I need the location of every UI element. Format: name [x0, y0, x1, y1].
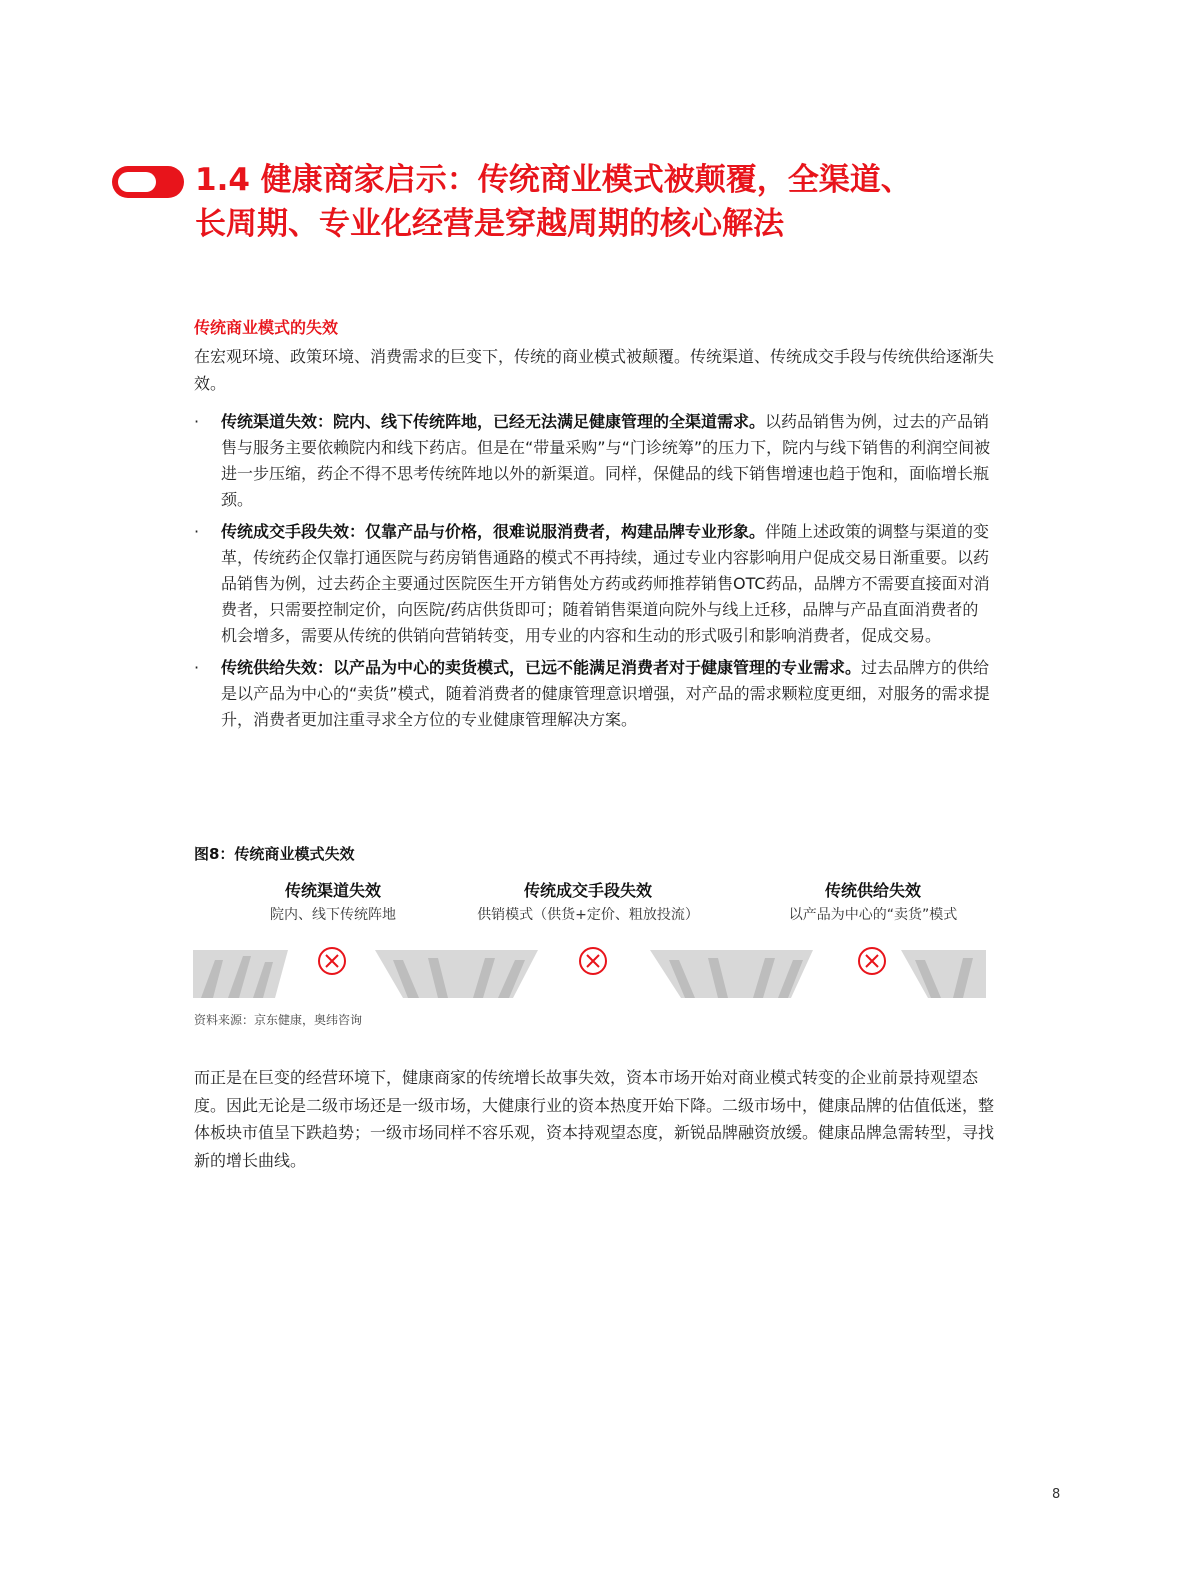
bullet-lead: 传统成交手段失效：仅靠产品与价格，很难说服消费者，构建品牌专业形象。: [221, 522, 766, 541]
page-number: 8: [1052, 1487, 1061, 1502]
figure-diagram: [193, 878, 986, 1003]
figure-column-subtitle: 以产品为中心的“卖货”模式: [788, 907, 958, 923]
bullet-list: [194, 409, 994, 739]
broken-cliff-icon: [193, 950, 288, 998]
section-title: [195, 158, 1095, 246]
bullet-marker: ·: [194, 658, 200, 677]
broken-cliff-icon: [375, 950, 538, 998]
broken-ground-illustration: [193, 946, 986, 998]
cross-circle-icon: [580, 948, 606, 974]
bullet-item: [194, 519, 994, 649]
cross-circle-icon: [319, 948, 345, 974]
figure-source: 资料来源：京东健康，奥纬咨询: [194, 1013, 363, 1027]
bullet-text: 以药品销售为例，过去的产品销售与服务主要依赖院内和线下药店。但是在“带量采购”与“门诊统筹”的压力下，院内与线下销售的利润空间被进一步压缩，药企不得不思考传统阵地以外的新渠道。同样，保健品的线下销售增速也趋于饱和，面临增长瓶颈。: [221, 412, 991, 509]
bullet-marker: ·: [194, 522, 200, 541]
bullet-lead: 传统渠道失效：院内、线下传统阵地，已经无法满足健康管理的全渠道需求。: [221, 412, 766, 431]
figure-title: 图8：传统商业模式失效: [194, 845, 355, 863]
figure-column-transaction: [458, 878, 718, 926]
figure-column-supply: [758, 878, 988, 926]
bullet-text: 伴随上述政策的调整与渠道的变革，传统药企仅靠打通医院与药房销售通路的模式不再持续，通过专业内容影响用户促成交易日渐重要。以药品销售为例，过去药企主要通过医院医生开方销售处方药或药师推荐销售OTC药品，品牌方不需要直接面对消费者，只需要控制定价，向医院/药店供货即可；随着销售渠道向院外与线上迁移，品牌与产品直面消费者的机会增多，需要从传统的供销向营销转变，用专业的内容和生动的形式吸引和影响消费者，促成交易。: [221, 522, 990, 645]
intro-paragraph: 在宏观环境、政策环境、消费需求的巨变下，传统的商业模式被颠覆。传统渠道、传统成交手段与传统供给逐渐失效。: [194, 347, 995, 393]
figure-column-heading: 传统供给失效: [824, 881, 921, 900]
figure-column-subtitle: 供销模式（供货+定价、粗放投流）: [477, 907, 699, 923]
figure-column-heading: 传统渠道失效: [284, 881, 381, 900]
figure-column-subtitle: 院内、线下传统阵地: [270, 907, 396, 923]
section-title-line-1: 1.4 健康商家启示：传统商业模式被颠覆，全渠道、: [195, 162, 912, 198]
figure-column-channel: [233, 878, 433, 926]
bullet-item: [194, 655, 994, 733]
closing-paragraph: 而正是在巨变的经营环境下，健康商家的传统增长故事失效，资本市场开始对商业模式转变的企业前景持观望态度。因此无论是二级市场还是一级市场，大健康行业的资本热度开始下降。二级市场中，健康品牌的估值低迷，整体板块市值呈下跌趋势；一级市场同样不容乐观，资本持观望态度，新锐品牌融资放缓。健康品牌急需转型，寻找新的增长曲线。: [194, 1068, 995, 1170]
bullet-marker: ·: [194, 412, 200, 431]
subheading: 传统商业模式的失效: [194, 318, 339, 337]
bullet-text: 过去品牌方的供给是以产品为中心的“卖货”模式，随着消费者的健康管理意识增强，对产品的需求颗粒度更细，对服务的需求提升，消费者更加注重寻求全方位的专业健康管理解决方案。: [221, 658, 990, 729]
bullet-lead: 传统供给失效：以产品为中心的卖货模式，已远不能满足消费者对于健康管理的专业需求。: [221, 658, 862, 677]
section-title-line-2: 长周期、专业化经营是穿越周期的核心解法: [195, 206, 784, 242]
pill-capsule-icon: [112, 166, 184, 198]
bullet-item: [194, 409, 994, 513]
cross-circle-icon: [859, 948, 885, 974]
figure-column-heading: 传统成交手段失效: [523, 881, 652, 900]
